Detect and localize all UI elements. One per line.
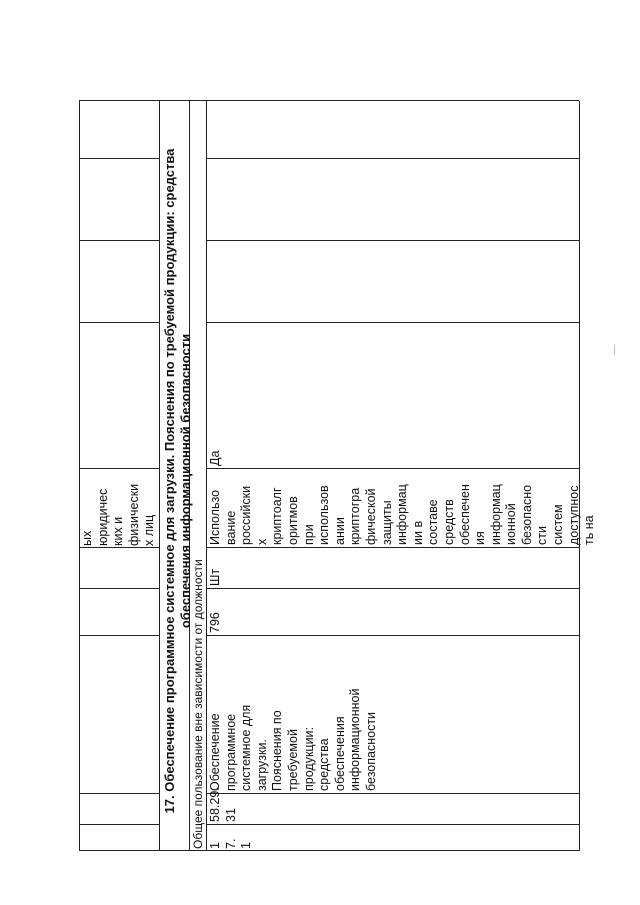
- row-col-line: [206, 158, 579, 159]
- row-unit-code: 796: [208, 612, 222, 633]
- section-title-top-border: [159, 101, 160, 851]
- row-characteristic: Использо вание российски х криптоалг оритмов при использов ании криптогра фической защиты информац ии в составе средств обеспечен ия информац ионной безопасно сти систем доступнос ть на: [208, 484, 597, 545]
- row-code: 58.29. 31: [208, 787, 238, 822]
- top-col-line: [79, 468, 159, 469]
- row-col-line: [206, 793, 579, 794]
- row-col-line: [206, 322, 579, 323]
- top-col-line: [79, 547, 159, 548]
- row-col-line: [206, 850, 579, 851]
- top-col-line: [79, 824, 159, 825]
- side-border: [159, 850, 206, 851]
- section-title: [162, 131, 194, 831]
- row-col-line: [206, 100, 579, 101]
- top-col-line: [79, 850, 159, 851]
- top-col-line: [79, 100, 159, 101]
- row-col-line: [206, 588, 579, 589]
- continuation-cell: ых юридичес ких и физически х лиц: [80, 483, 157, 546]
- top-col-line: [79, 635, 159, 636]
- top-col-line: [79, 793, 159, 794]
- rotated-table: [79, 101, 597, 851]
- row-col-line: [206, 547, 579, 548]
- row-unit: Шт: [208, 568, 222, 586]
- top-col-line: [79, 158, 159, 159]
- section-title-line1: 17. Обеспечение программное системное для загрузки. Пояснения по требуемой продукции: средства: [162, 148, 177, 814]
- row-value: Да: [208, 450, 222, 466]
- row-name: Обеспечение программное системное для загрузки. Пояснения по требуемой продукции: средства обеспечения информационной безопасности: [208, 688, 378, 791]
- top-col-line: [79, 588, 159, 589]
- side-border: [159, 100, 206, 101]
- table-bottom-border: [579, 101, 580, 851]
- table-top-border: [79, 101, 80, 851]
- row-number: 1 7. 1: [208, 838, 254, 849]
- row-col-line: [206, 635, 579, 636]
- data-row-top-border: [206, 101, 207, 851]
- row-col-line: [206, 468, 579, 469]
- section-title-line2: обеспечения информационной безопасности: [178, 333, 193, 629]
- row-col-line: [206, 240, 579, 241]
- row-col-line: [206, 824, 579, 825]
- section-note: Общее пользование вне зависимости от должности: [191, 559, 205, 849]
- top-col-line: [79, 322, 159, 323]
- top-col-line: [79, 240, 159, 241]
- margin-mark: [614, 345, 615, 355]
